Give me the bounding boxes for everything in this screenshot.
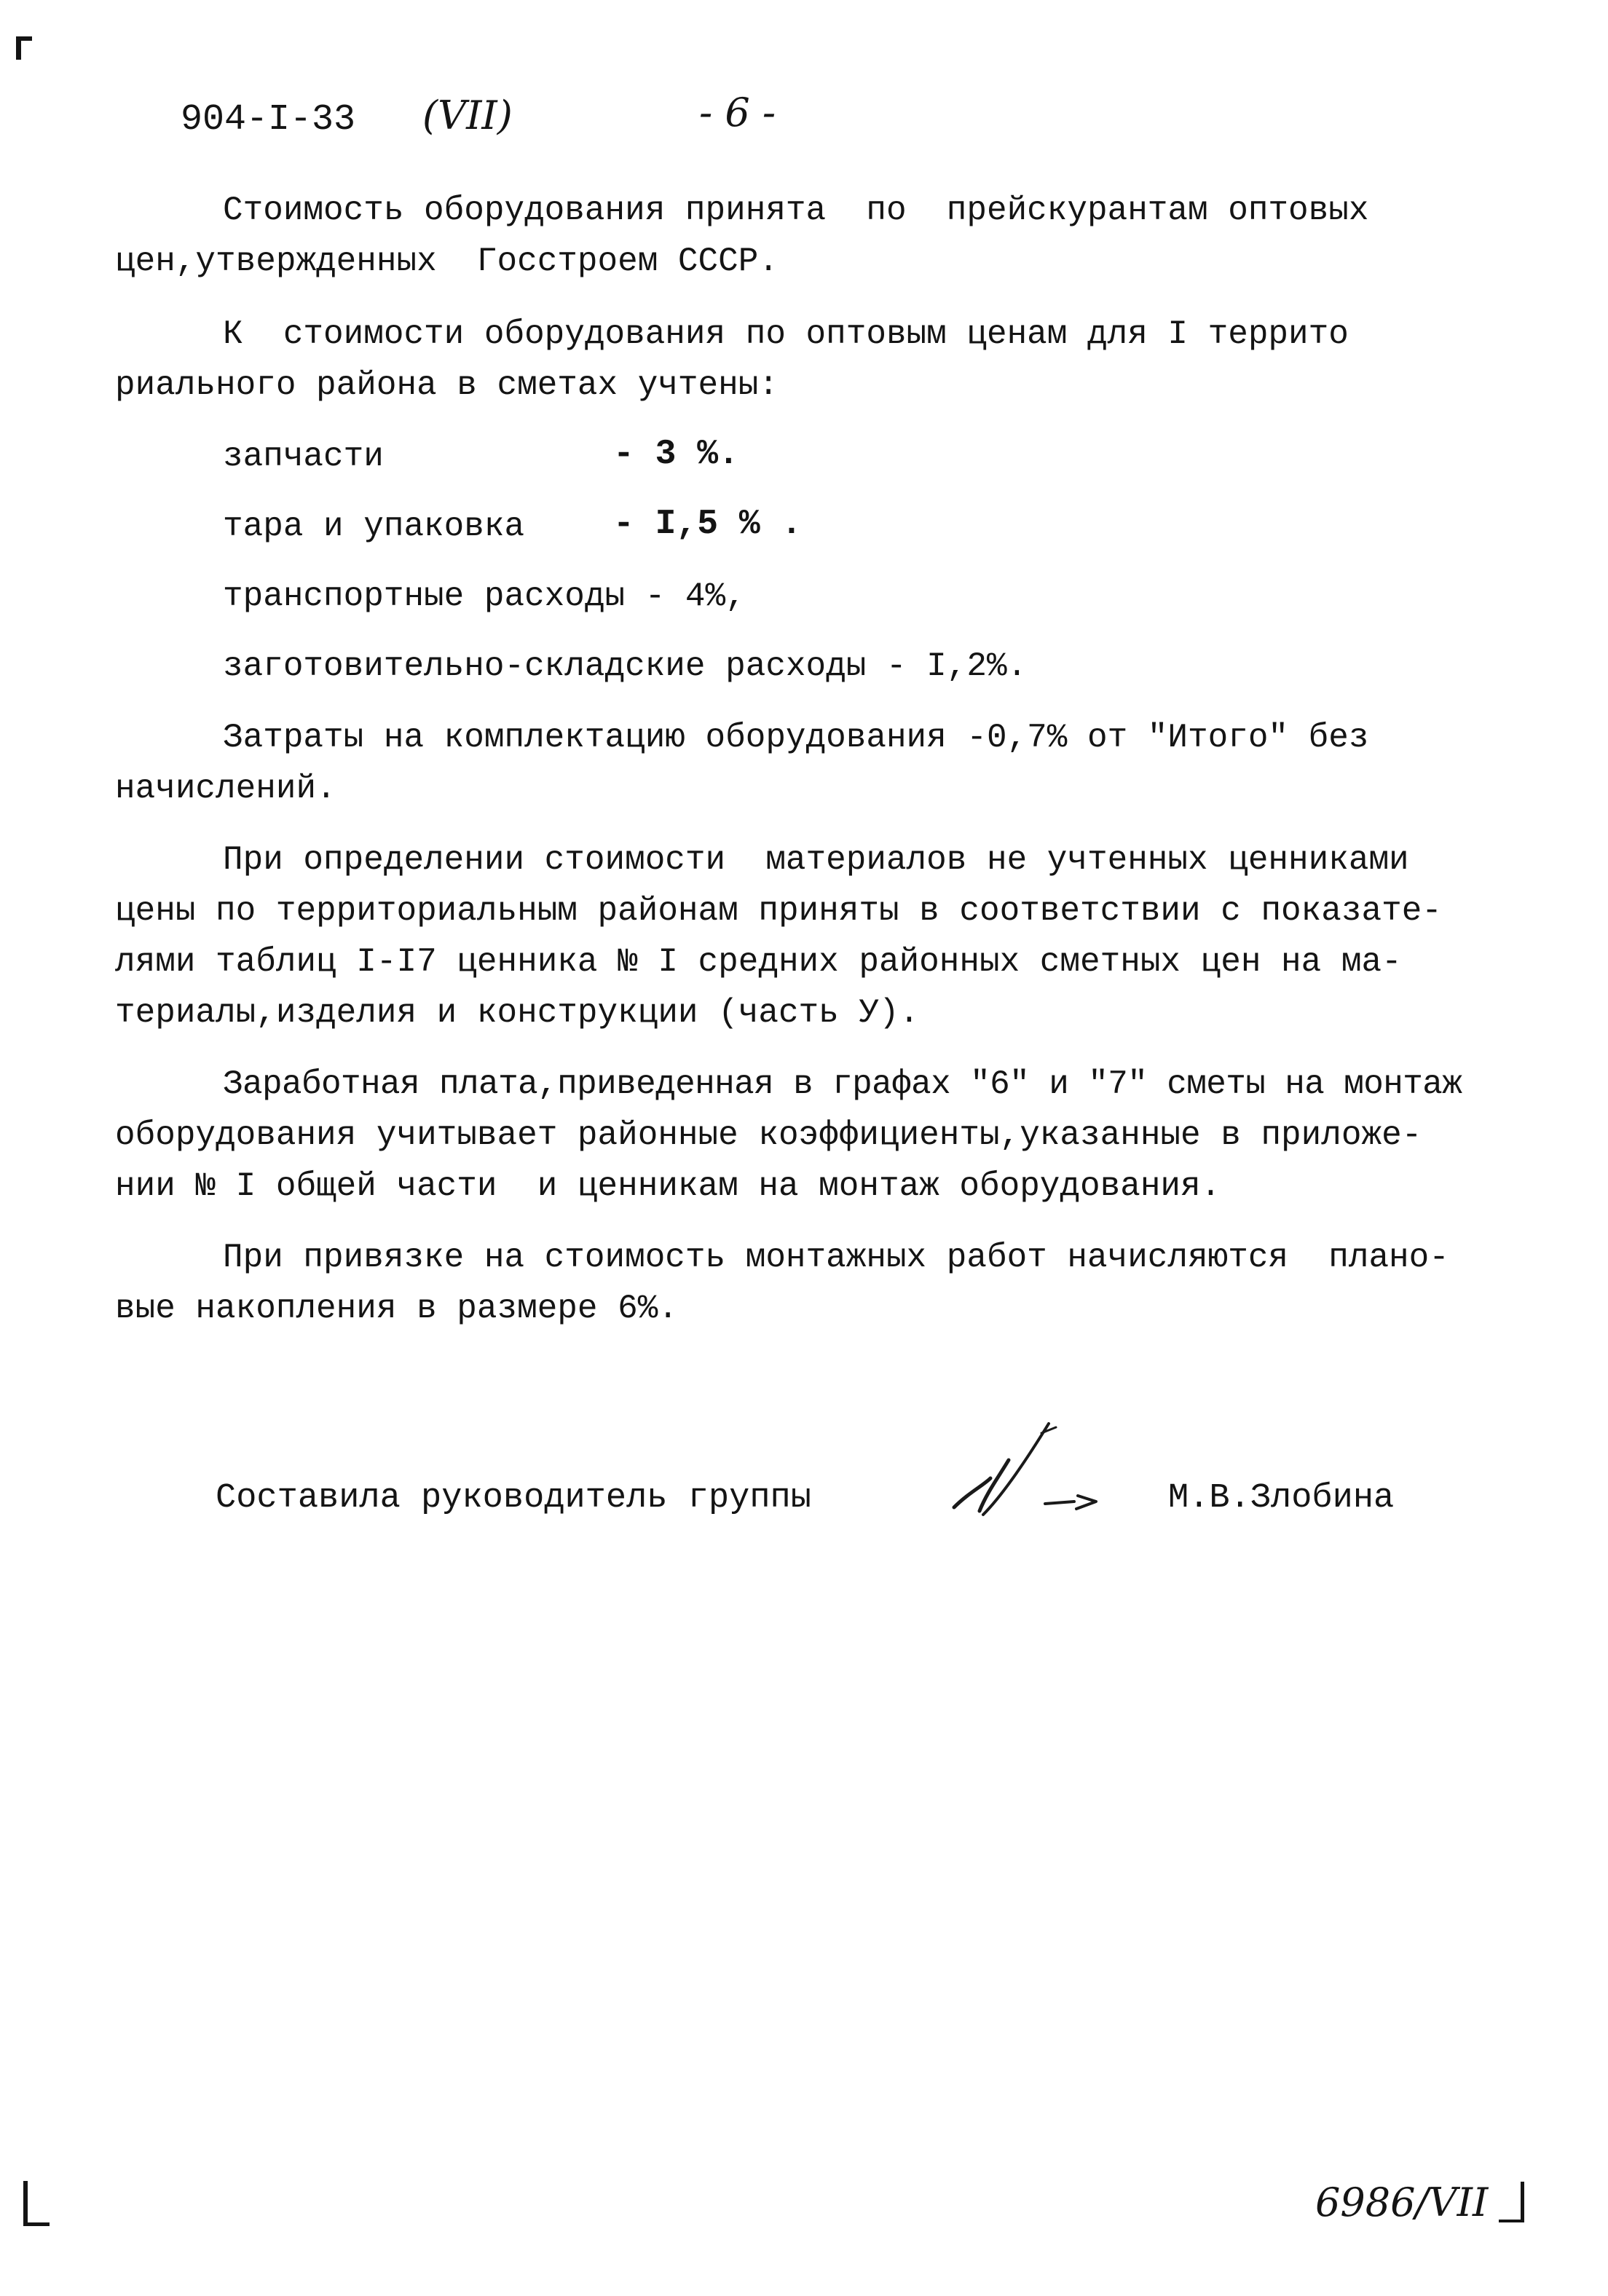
doc-code: 904-I-33 bbox=[181, 99, 356, 141]
paragraph-line: Затраты на комплектацию оборудования -0,7% от "Итого" без bbox=[223, 719, 1369, 757]
page-number: - 6 - bbox=[699, 90, 776, 135]
signatory-name: М.В.Злобина bbox=[1168, 1479, 1395, 1518]
cost-item-value: - I,5 % . bbox=[613, 505, 803, 544]
paragraph-line: При определении стоимости материалов не учтенных ценниками bbox=[223, 841, 1409, 879]
corner-mark-bottom-left bbox=[23, 2181, 28, 2226]
footer-mark bbox=[1521, 2182, 1524, 2222]
paragraph-line: Заработная плата,приведенная в графах "6" и "7" сметы на монтаж bbox=[223, 1065, 1462, 1103]
cost-item-label: тара и упаковка bbox=[223, 508, 525, 545]
archive-code: 6986/VII bbox=[1315, 2179, 1489, 2225]
paragraph-line: Стоимость оборудования принята по прейскурантам оптовых bbox=[223, 192, 1369, 229]
paragraph-line: вые накопления в размере 6%. bbox=[115, 1290, 678, 1328]
paragraph-line: нии № I общей части и ценникам на монтаж оборудования. bbox=[115, 1167, 1221, 1205]
paragraph-line: териалы,изделия и конструкции (часть У). bbox=[115, 994, 920, 1032]
paragraph-line: начислений. bbox=[115, 770, 336, 808]
paragraph-line: цены по территориальным районам приняты в соответствии с показате- bbox=[115, 892, 1442, 930]
cost-item-label: транспортные расходы - 4%, bbox=[223, 577, 746, 615]
handwritten-signature bbox=[939, 1420, 1129, 1529]
cost-item-value: - 3 %. bbox=[613, 435, 739, 474]
cost-item-label: заготовительно-складские расходы - I,2%. bbox=[223, 647, 1028, 685]
paragraph-line: цен,утвержденных Госстроем СССР. bbox=[115, 242, 779, 280]
volume-mark: (VII) bbox=[422, 92, 513, 138]
paragraph-line: риального района в сметах учтены: bbox=[115, 366, 779, 404]
paragraph-line: К стоимости оборудования по оптовым ценам для I террито bbox=[223, 315, 1349, 353]
paragraph-line: оборудования учитывает районные коэффициенты,указанные в приложе- bbox=[115, 1116, 1422, 1154]
corner-mark-bottom-left-arm bbox=[23, 2222, 50, 2226]
paragraph-line: При привязке на стоимость монтажных работ начисляются плано- bbox=[223, 1239, 1449, 1277]
signature-role: Составила руководитель группы bbox=[216, 1479, 811, 1518]
corner-mark-top-left-arm bbox=[16, 36, 32, 41]
footer-mark-base bbox=[1499, 2220, 1524, 2222]
cost-item-label: запчасти bbox=[223, 438, 384, 476]
paragraph-line: лями таблиц I-I7 ценника № I средних районных сметных цен на ма- bbox=[115, 943, 1402, 981]
